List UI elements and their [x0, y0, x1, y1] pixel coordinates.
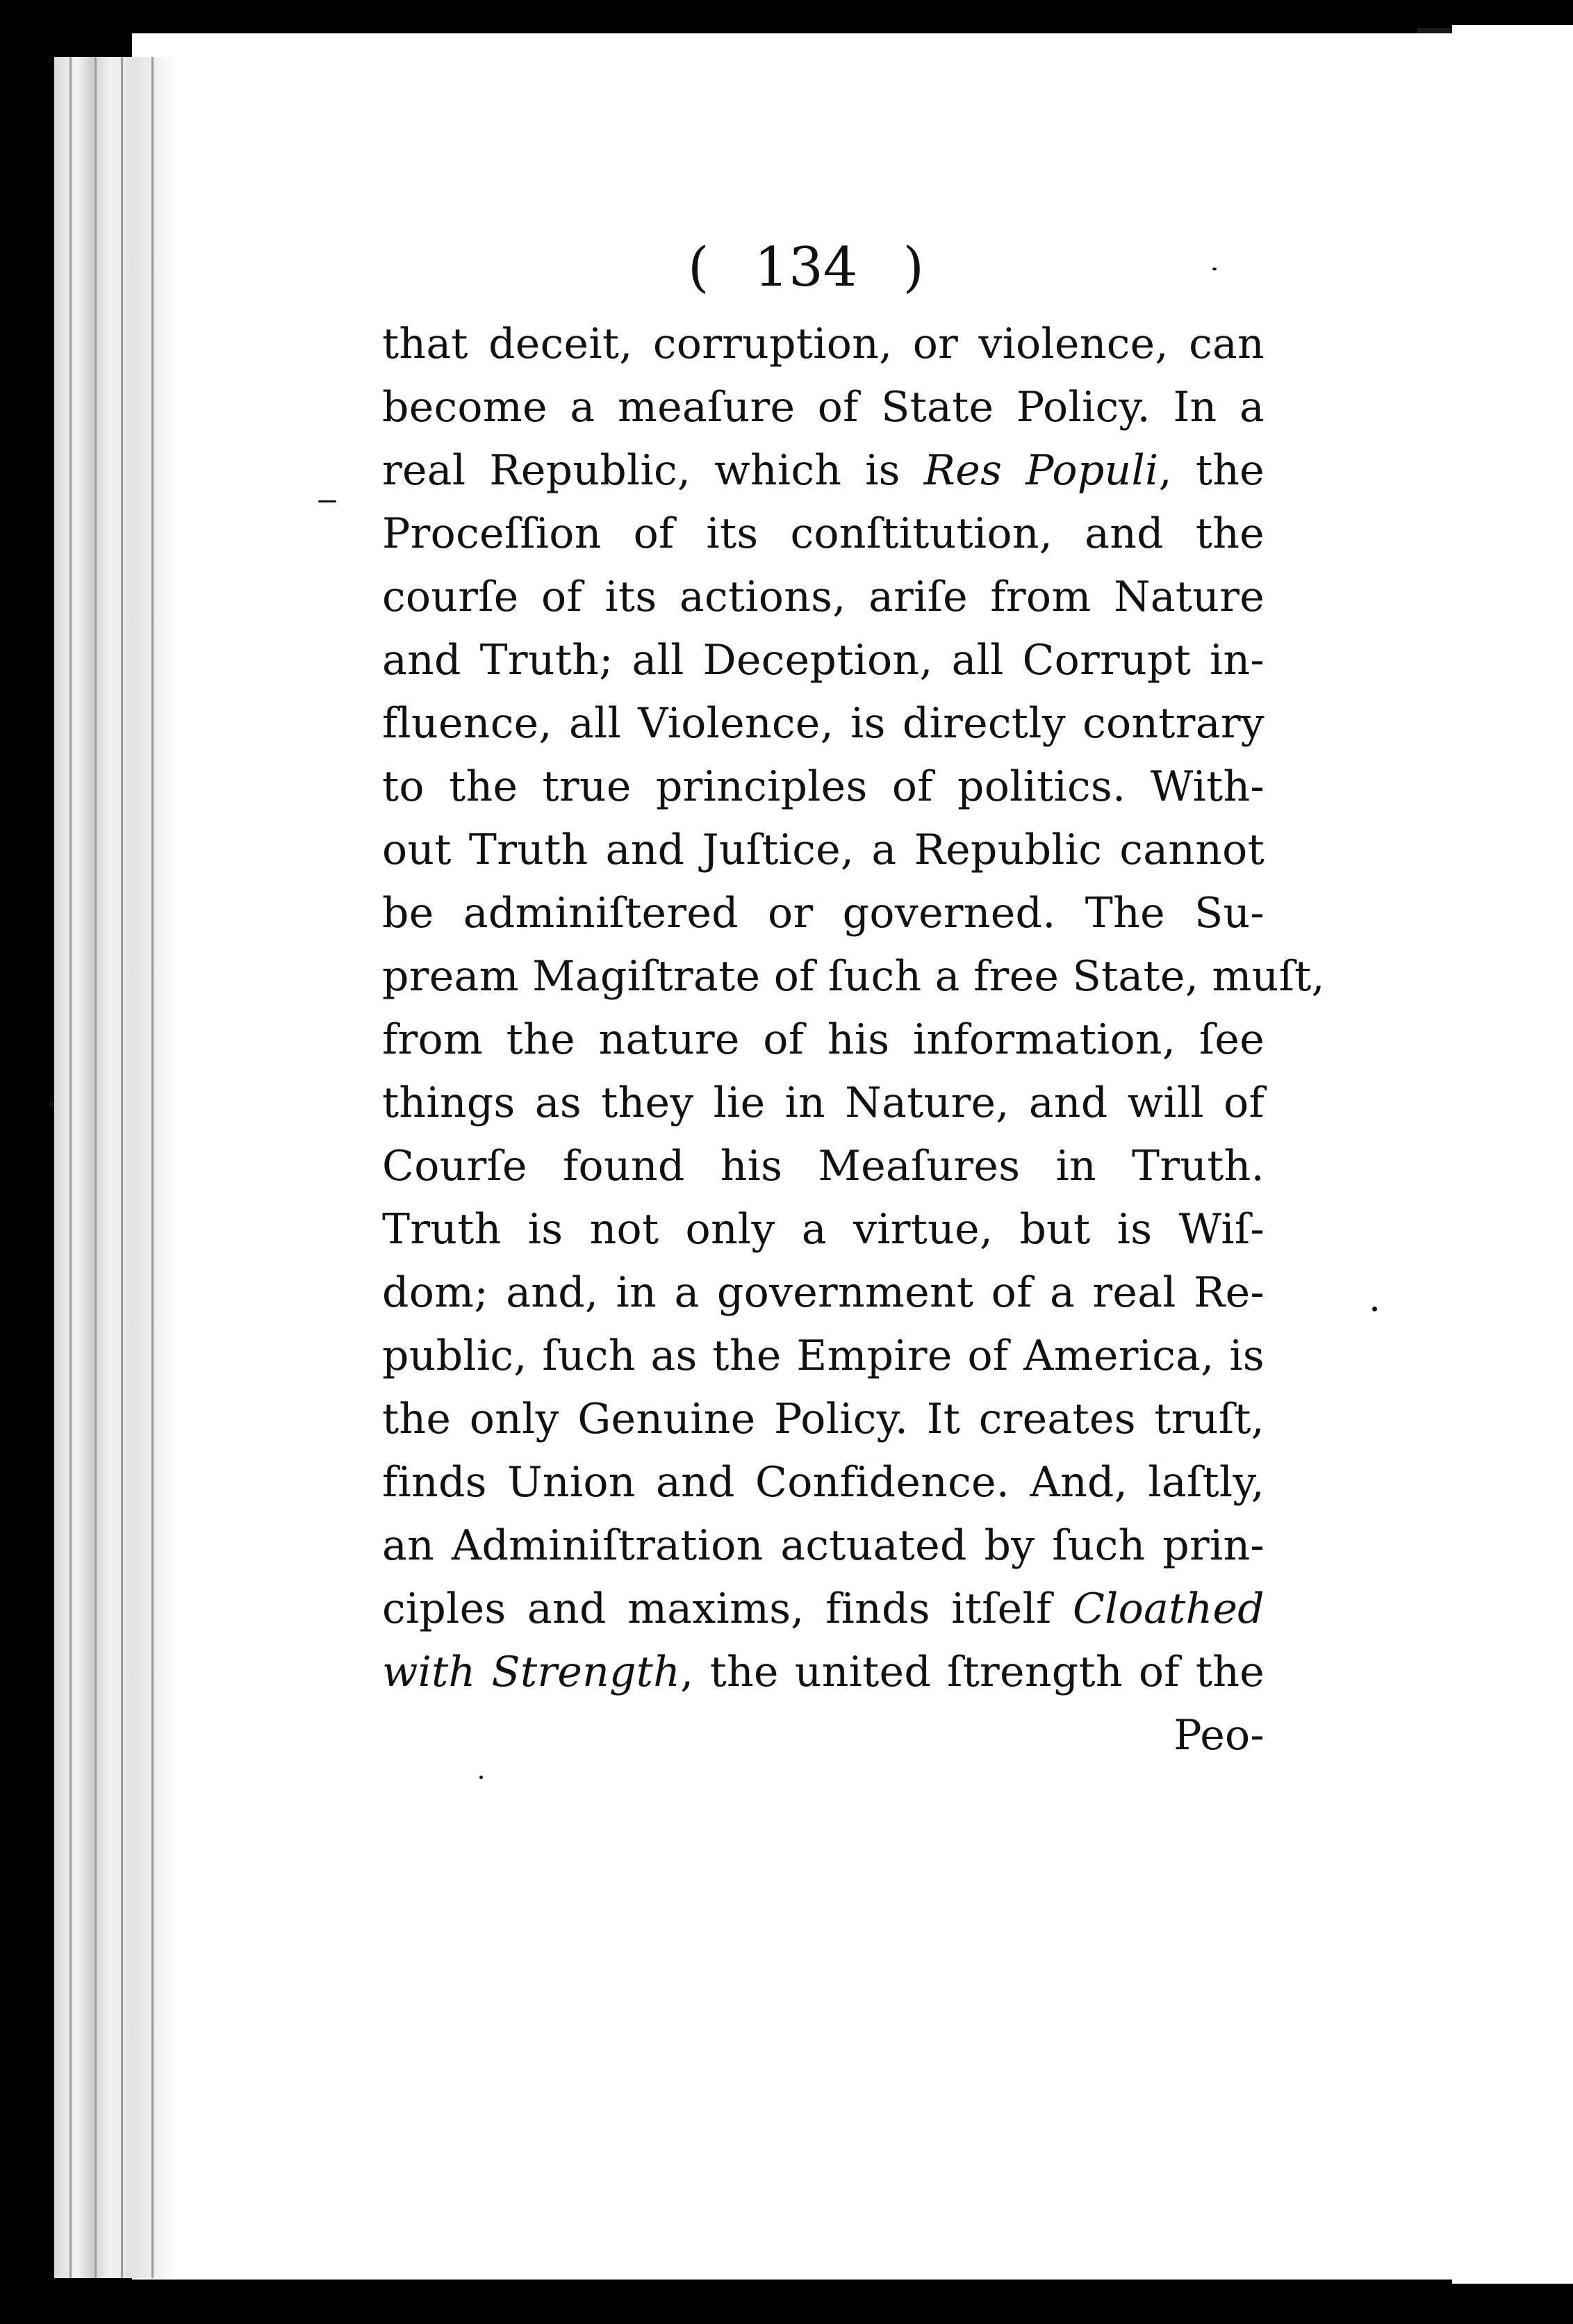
text-line: from the nature of his information, ſee [382, 1015, 1265, 1064]
gutter-line [94, 57, 97, 2278]
body-text [382, 313, 1325, 1767]
header-close-paren: ) [903, 236, 924, 299]
text-line: courſe of its actions, ariſe from Nature [382, 573, 1265, 621]
page-number: 134 [754, 236, 858, 299]
header-open-paren: ( [688, 236, 709, 299]
text-segment: , the united ſtrength of the [680, 1648, 1265, 1696]
text-line [382, 1641, 1265, 1704]
gutter-line [69, 57, 72, 2278]
text-line: to the true principles of politics. With- [382, 762, 1265, 811]
text-line: dom; and, in a government of a real Re- [382, 1268, 1265, 1317]
text-line: Truth is not only a virtue, but is Wiſ- [382, 1205, 1265, 1254]
italic-phrase: with Strength [382, 1648, 681, 1696]
catchword: Peo- [1173, 1711, 1265, 1760]
book-gutter [54, 57, 179, 2278]
italic-phrase: Cloathed [1072, 1585, 1265, 1633]
text-line [382, 1578, 1265, 1641]
gutter-line [151, 57, 154, 2278]
text-line: out Truth and Juſtice, a Republic cannot [382, 826, 1265, 874]
scan-speck [479, 1776, 483, 1779]
text-line: and Truth; all Deception, all Corrupt in- [382, 636, 1265, 685]
text-line: that deceit, corruption, or violence, can [382, 320, 1265, 368]
scan-speck [318, 500, 336, 502]
text-line: become a meaſure of State Policy. In a [382, 383, 1265, 432]
text-line: things as they lie in Nature, and will of [382, 1079, 1265, 1127]
text-line: Proceſſion of its conſtitution, and the [382, 509, 1265, 558]
text-segment: , the [1158, 446, 1265, 495]
text-line: fluence, all Violence, is directly contrary [382, 699, 1265, 748]
text-line: finds Union and Confidence. And, laſtly, [382, 1458, 1265, 1507]
text-line: the only Genuine Policy. It creates truſt, [382, 1395, 1265, 1443]
text-segment: ciples and maxims, finds itſelf [382, 1585, 1073, 1633]
page-header [688, 229, 924, 306]
text-line: Courſe found his Meaſures in Truth. [382, 1142, 1265, 1190]
text-line: be adminiſtered or governed. The Su- [382, 889, 1265, 938]
text-line: public, ſuch as the Empire of America, is [382, 1332, 1265, 1380]
text-line: an Adminiſtration actuated by ſuch prin- [382, 1521, 1265, 1570]
scan-speck [49, 1102, 54, 1107]
text-line [382, 439, 1265, 502]
gutter-line [121, 57, 123, 2278]
italic-phrase: Res Populi [923, 446, 1159, 495]
scan-speck [1212, 268, 1217, 270]
scan-speck [1372, 1307, 1377, 1311]
text-line: pream Magiſtrate of ſuch a free State, muſt, [382, 952, 1325, 1001]
text-segment: real Republic, which is [382, 446, 924, 495]
